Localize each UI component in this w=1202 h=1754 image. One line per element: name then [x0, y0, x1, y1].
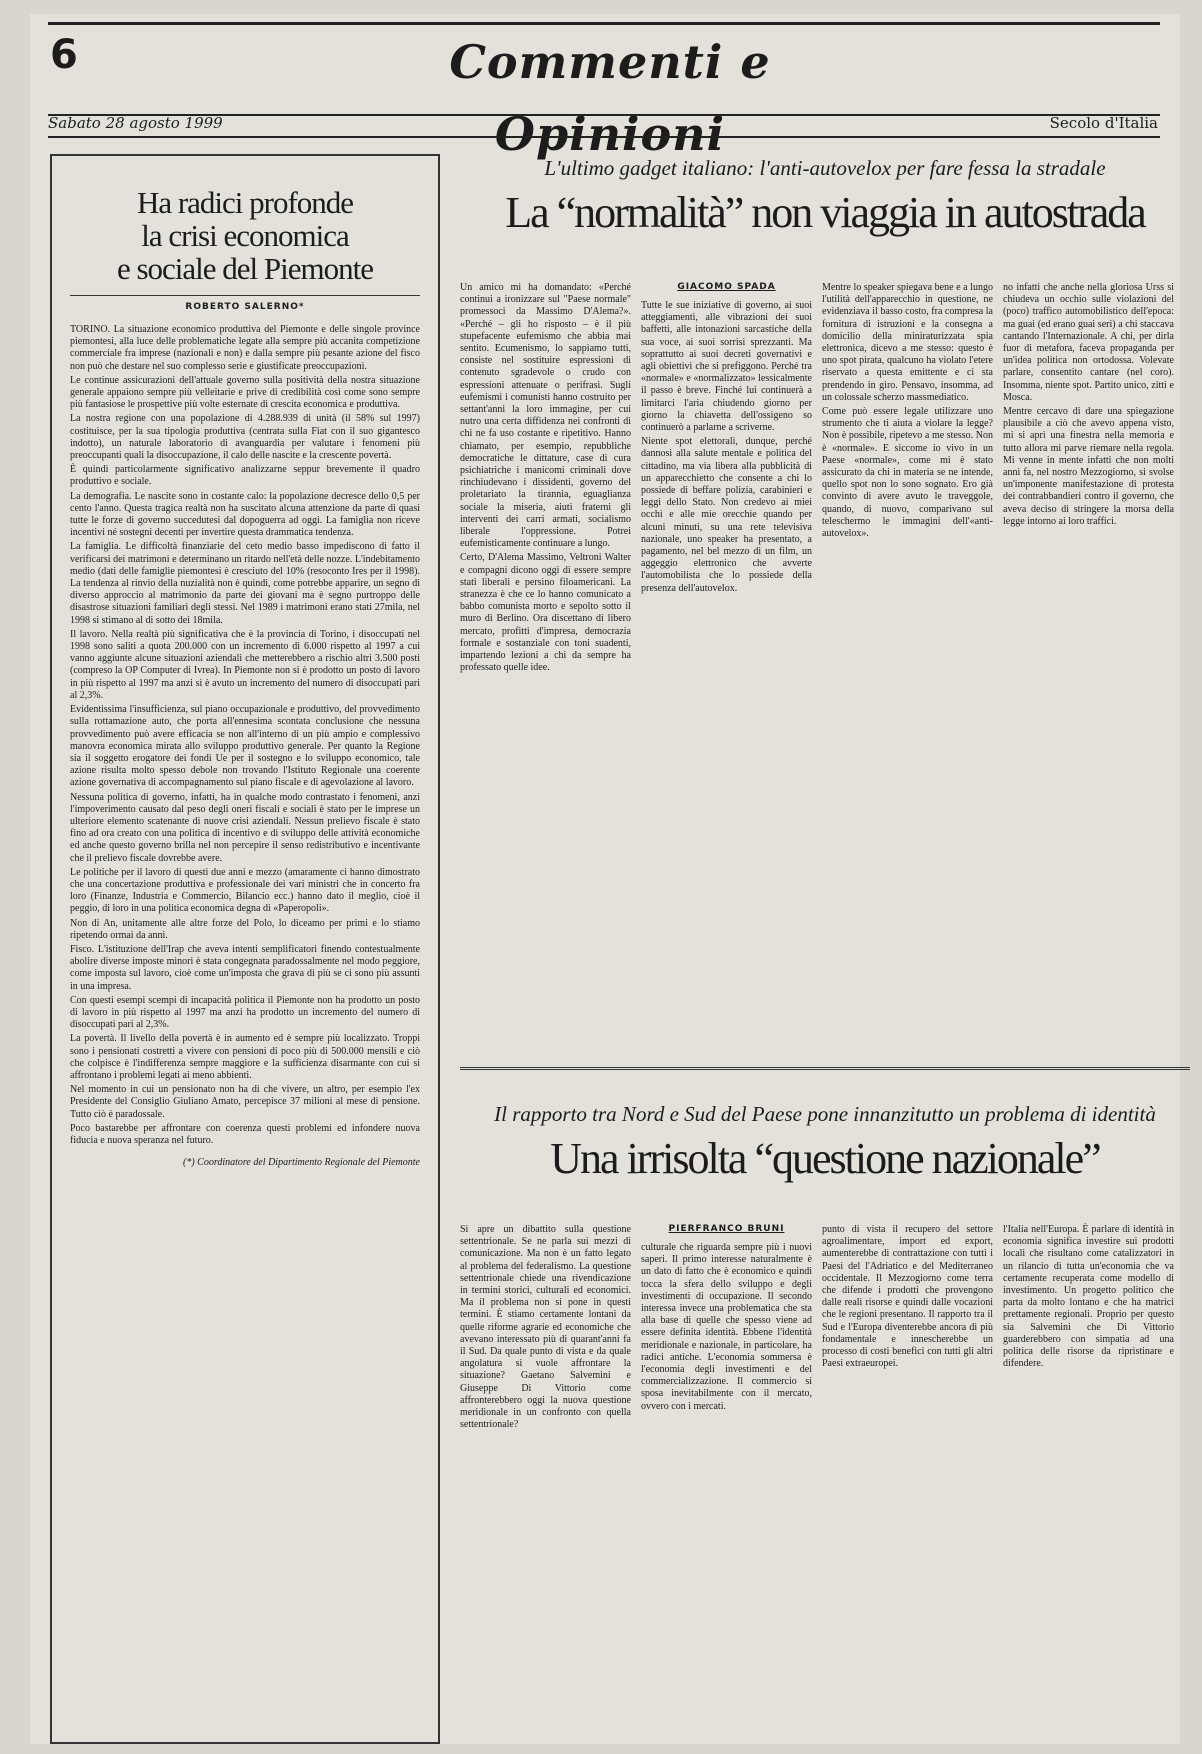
- paragraph: TORINO. La situazione economico produttiva del Piemonte e delle singole province piemontesi, alla luce delle problematiche legate alla sempre più accanita competizione commerciale fra imprese (nazionali e non) e dalla sempre più pesante azione del fisco non può che destare nel suo complesso serie e giustificate preoccupazioni.: [70, 324, 420, 372]
- paragraph: Nel momento in cui un pensionato non ha di che vivere, un altro, per esempio l'ex Presidente del Consiglio Giuliano Amato, percepisce 37 milioni al mese di pensione. Tutto ciò è paradossale.: [70, 1084, 420, 1120]
- paragraph: culturale che riguarda sempre più i nuovi saperi. Il primo interesse naturalmente è un dato di fatto che è economico e quindi tocca la sfera dello sviluppo e degli investimenti di occupazione. Il secondo interessa invece una problematica che sta alla base di quelle che spesso viene ad essere definita identità. Ebbene l'identità meridionale e nazionale, in particolare, ha radici antiche. L'economia sommersa è l'economia degli investimenti e del commercializzazione. Il commercio si sposa inevitabilmente con il mercato, ovvero con i mercati.: [641, 1242, 812, 1412]
- paragraph: La demografia. Le nascite sono in costante calo: la popolazione decresce dello 0,5 per cento l'anno. Questa tragica realtà non ha suscitato alcuna attenzione da parte di quasi tutte le forze di governo succedutesi dal dopoguerra ad oggi. La famiglia non riceve incentivi né sostegni decenti per invertire questa drammatica tendenza.: [70, 490, 420, 539]
- top-article-header: [460, 156, 1190, 237]
- paragraph: Le continue assicurazioni dell'attuale governo sulla positività della nostra situazione generale appaiono sempre più velleitarie e prive di credibilità così come sono sempre più fantasiose le prospettive più volte esternate di crescita economica e produttiva.: [70, 374, 420, 411]
- bottom-article-headline: Una irrisolta “questione nazionale”: [550, 1134, 1100, 1183]
- top-article-kicker: L'ultimo gadget italiano: l'anti-autovelox per fare fessa la stradale: [544, 156, 1106, 180]
- paragraph: Il lavoro. Nella realtà più significativa che è la provincia di Torino, i disoccupati nel 1998 sono saliti a quota 200.000 con un incremento di 6.000 rispetto al 1997 a cui vanno aggiunte alcune situazioni aziendali che metterebbero a rischio altri 3.500 posti (compreso la OP Computer di Ivrea). In Piemonte non si è prodotto un posto di lavoro in più rispetto al 1997 ma anzi si è avuto un incremento del numero di disoccupati pari al 2,3%.: [70, 628, 420, 701]
- top-rule: [48, 22, 1160, 25]
- bottom-article-body: [460, 1224, 1174, 1734]
- article-divider: [460, 1067, 1190, 1070]
- paragraph: Si apre un dibattito sulla questione settentrionale. Se ne parla sui mezzi di comunicazione. Ma non è un fatto legato al problema del federalismo. La questione settentrionale chiede una rivendicazione in termini storici, culturali ed economici. Ma il problema non si pone in questi termini. È stiamo certamente lontani da quelle riforme agrarie ed economiche che avevano interessato più di quarant'anni fa il Sud. Da quale punto di vista e da quale angolatura si vuole affrontare la situazione? Gaetano Salvemini e Giuseppe Di Vittorio come affronterebbero oggi la nuova questione meridionale in un confronto con quella settentrionale?: [460, 1224, 631, 1431]
- sidebar-body: [70, 324, 420, 1147]
- paragraph: punto di vista il recupero del settore agroalimentare, import ed export, aumenterebbe di contrattazione con tutti i Paesi del l'Adriatico e del Mediterraneo occidentale. Il Mezzogiorno come terra che difende i prodotti che provengono dalle reali risorse e quindi dalle vocazioni che le regioni presentano. Il rapporto tra il Sud e l'Europa diventerebbe ancora di più fondamentale e innescherebbe un processo di costi benefici con tutti gli altri Paesi extraeuropei.: [822, 1224, 993, 1370]
- paragraph: La nostra regione con una popolazione di 4.288.939 di unità (il 58% sul 1997) costituisce, per la sua tipologia produttiva (centrata sulla Fiat con il suo gigantesco indotto), un naturale laboratorio di avanguardia per valutare i fenomeni più preoccupanti quali la disoccupazione, il calo delle nascite e la crescente povertà.: [70, 413, 420, 462]
- paragraph: Poco bastarebbe per affrontare con coerenza questi problemi ed infondere nuova fiducia e nuova speranza nel futuro.: [70, 1122, 420, 1146]
- paragraph: Nessuna politica di governo, infatti, ha in qualche modo contrastato i fenomeni, anzi l'impoverimento causato dal peso degli oneri fiscali e sociali è stato per le imprese un ulteriore elemento scatenante di nuove crisi aziendali. Nessun prelievo fiscale è stato fino ad ora creato con una politica di incentivo e di sviluppo delle attività economiche ed anche questo governo brilla nel non percepire il senso redistributivo e incentivante che il prelievo fiscale dovrebbe avere.: [70, 791, 420, 864]
- sidebar-headline-line: la crisi economica: [141, 218, 349, 253]
- sidebar-footnote: (*) Coordinatore del Dipartimento Regionale del Piemonte: [183, 1157, 420, 1169]
- article-column: [822, 282, 993, 1027]
- paragraph: Mentre cercavo di dare una spiegazione plausibile a ciò che avevo appena visto, mi si aprì una finestra nella memoria e tutto allora mi parve riemare nella regola. Mi venne in mente infatti che non molti anni fa, nel nostro Mezzogiorno, si svolse un'imponente manifestazione di protesta dei contrabbandieri contro il governo, che aveva deciso di stringere la morsa della legge intorno ai loro traffici.: [1003, 406, 1174, 527]
- paragraph: Le politiche per il lavoro di questi due anni e mezzo (amaramente ci hanno dimostrato che una concertazione produttiva e professionale dei vari ministri che in concerto fra loro (Finanze, Industria e Commercio, Bilancio ecc.) hanno dato il meglio, cioè il peggio, di loro in una politica economica degna di «Paperopoli».: [70, 866, 420, 915]
- top-article-author: GIACOMO SPADA: [677, 282, 776, 292]
- article-column: [460, 282, 631, 1027]
- sidebar-headline: [70, 186, 420, 285]
- section-title: Commenti e Opinioni: [449, 35, 771, 161]
- bottom-article-kicker: Il rapporto tra Nord e Sud del Paese pone innanzitutto un problema di identità: [494, 1102, 1156, 1126]
- issue-date: Sabato 28 agosto 1999: [48, 114, 223, 132]
- sidebar-article: [50, 154, 440, 1744]
- paragraph: Un amico mi ha domandato: «Perché continui a ironizzare sul "Paese normale" promessoci da Massimo D'Alema?». «Perché – gli ho risposto – è il più stupefacente eufemismo che abbia mai sentito. Ecumenismo, lo sappiamo tutti, consiste nel sostituire espressioni di contenuto sgradevole o crudo con espressioni attenuate o perifrasi. Sugli eufemismi i comunisti hanno costruito per settant'anni la loro immagine, per cui nutro una certa diffidenza nei confronti di chi ne fa uso costante e ripetitivo. Hanno chiamato, per esempio, repubbliche democratiche le dittature, case di cura psichiatriche i manicomi criminali dove rinchiudevano i dissidenti, governo del proletariato la tirannia, eguaglianza sociale la miseria, aiuti fraterni gli interventi dei carri armati, socialismo liberale l'oppressione. Potrei eufemisticamente continuare a lungo.: [460, 282, 631, 550]
- top-article-body: [460, 282, 1174, 1027]
- header-rule-bottom: [48, 136, 1160, 138]
- article-column: [641, 1224, 812, 1734]
- paragraph: La famiglia. Le difficoltà finanziarie del ceto medio basso impediscono di fatto il verificarsi dei matrimoni e determinano un ritardo nell'età delle nozze. L'indebitamento medio (dati delle famiglie piemontesi è cresciuto del 10% (resoconto Ires per il 1998). La tendenza al rinvio della nuzialità non è quindi, come potrebbe apparire, un segno di diverso approccio al matrimonio da parte dei giovani ma è segno purtroppo delle disastrose situazioni familiari degli stessi. Nel 1989 i matrimoni erano stati 27mila, nel 1998 si stimano al di sotto dei 18mila.: [70, 541, 420, 626]
- article-column: [460, 1224, 631, 1734]
- top-article-headline: La “normalità” non viaggia in autostrada: [505, 188, 1145, 237]
- paragraph: no infatti che anche nella gloriosa Urss si chiudeva un occhio sulle violazioni del (poco) traffico automobilistico dell'epoca: ma guai (ed erano guai seri) a chi staccava cantando l'Internazionale. A chi, per dirla fuor di metafora, faceva propaganda per un'idea politica non ortodossa. Volevate parlare, consentito cantare (nel coro). Insomma, niente spot. Partito unico, zitti e Mosca.: [1003, 282, 1174, 403]
- newspaper-name: Secolo d'Italia: [1049, 114, 1158, 132]
- sidebar-headline-line: Ha radici profonde: [136, 185, 354, 220]
- bottom-article-header: [460, 1102, 1190, 1183]
- paragraph: Niente spot elettorali, dunque, perché dannosi alla salute mentale e politica del cittadino, ma via libera alla pubblicità di un apparecchietto che consente a chi lo possiede di beffare polizia, carabinieri e leggi dello Stato. Non credevo ai miei occhi e alle mie orecchie quando per alcuni minuti, su una rete televisiva nazionale, uno speaker ha presentato, a pagamento, nel bel mezzo di un film, un aggeggio elettronico che avverte l'automobilista che lo possiede della presenza dell'autovelox.: [641, 436, 812, 594]
- article-column: [1003, 282, 1174, 1027]
- newspaper-page: [30, 14, 1180, 1744]
- paragraph: Con questi esempi scempi di incapacità politica il Piemonte non ha prodotto un posto di lavoro in più rispetto al 1997 ma anzi ha prodotto un incremento del numero di disoccupati pari al 2,3%.: [70, 994, 420, 1031]
- paragraph: Come può essere legale utilizzare uno strumento che ti aiuta a violare la legge? Non è possibile, ripetevo a me stesso. Non è «normale». E siccome io vivo in un Paese «normale», come mi è stato assicurato da chi in materia se ne intende, quello spot non lo sono sognato. Ero già convinto di avere avuto le traveggole, quando, di nuovo, comparivano sul teleschermo le immagini dell'«anti-autovelox».: [822, 406, 993, 540]
- paragraph: Mentre lo speaker spiegava bene e a lungo l'utilità dell'apparecchio in questione, ne evidenziava il basso costo, fra compresa la fornitura di istruzioni e la consegna a domicilio della miniraturizzata spia elettronica, dicevo a me stesso: questo è uno spot pirata, qualcuno ha violato l'etere riservato a questa emittente e ci sta prendendo in giro. Pensavo, insomma, ad un colossale scherzo massmediatico.: [822, 282, 993, 403]
- paragraph: Evidentissima l'insufficienza, sul piano occupazionale e produttivo, del provvedimento sulla rottamazione auto, che porta all'ennesima scontata conclusione che nessuna provvedimento può avere efficacia se non all'interno di un più ampio e complessivo manovra economica mirata allo sviluppo produttivo generale. Per quanto la Regione sia il soggetto erogatore dei fondi Ue per il sostegno e lo sviluppo economico, tale azione risulta molto spesso debole non trovando l'Istituto Regionale una coerente azione governativa di accompagnamento sul piano fiscale e di agevolazione al lavoro.: [70, 704, 420, 789]
- paragraph: Tutte le sue iniziative di governo, ai suoi atteggiamenti, alle vibrazioni dei suoi baffetti, alle intonazioni sarcastiche della sua voce, ai suoi sorrisi sprezzanti. Ma soprattutto ai suoi decreti governativi e agli obiettivi che si prefiggono. Perché tra «normale» e «normalizzato» lessicalmente il passo è breve. Finché lui continuerà a limitarci l'aria chiudendo giorno per giorno la chiavetta dell'ossigeno so continuerò a parlarne a scriverne.: [641, 300, 812, 434]
- paragraph: Fisco. L'istituzione dell'Irap che aveva intenti semplificatori finendo contestualmente abolire diverse imposte minori è stata congegnata paradossalmente nel modo peggiore, come imposta sul lavoro, cioè come un'imposta che grava di più se ci sono più assunti in una impresa.: [70, 943, 420, 992]
- article-column: [641, 282, 812, 1027]
- paragraph: Certo, D'Alema Massimo, Veltroni Walter e compagni dicono oggi di essere sempre stati liberali e persino filoamericani. La stranezza è che ce lo hanno comunicato a babbo comunista morto e sepolto sotto il muro di Berlino. Ora discettano di libero mercato, profitti d'impresa, democrazia formale e sostanziale con toni suadenti, impartendo lezioni a chi da sempre ha professato quelle idee.: [460, 552, 631, 674]
- sidebar-headline-line: e sociale del Piemonte: [116, 251, 374, 286]
- sidebar-rule: [70, 295, 420, 296]
- bottom-article-author: PIERFRANCO BRUNI: [668, 1224, 785, 1234]
- page-number: 6: [50, 32, 78, 78]
- paragraph: l'Italia nell'Europa. È parlare di identità in economia significa investire sui prodotti locali che risultano come catalizzatori in un rilancio di tutta un'economia che va certamente recuperata come modello di investimento. Un progetto politico che parta da molto lontano e che ha matrici prettamente regionali. Proprio per questo sia Salvemini che Di Vittorio guarderebbero con simpatia ad una politica delle risorse da ripristinare e difendere.: [1003, 1224, 1174, 1370]
- sidebar-author: ROBERTO SALERNO*: [185, 302, 305, 312]
- paragraph: È quindi particolarmente significativo analizzarne seppur brevemente il quadro produttivo e sociale.: [70, 464, 420, 488]
- article-column: [822, 1224, 993, 1734]
- paragraph: La povertà. Il livello della povertà è in aumento ed è sempre più localizzato. Troppi sono i pensionati costretti a vivere con pensioni di poco più di 500.000 mensili e ciò che colpisce è l'indifferenza sempre maggiore e la sufficienza disarmante con cui si affrontano i problemi legati ai meno abbienti.: [70, 1033, 420, 1081]
- article-column: [1003, 1224, 1174, 1734]
- paragraph: Non di An, unitamente alle altre forze del Polo, lo diceamo per primi e lo stiamo ripetendo ormai da anni.: [70, 917, 420, 941]
